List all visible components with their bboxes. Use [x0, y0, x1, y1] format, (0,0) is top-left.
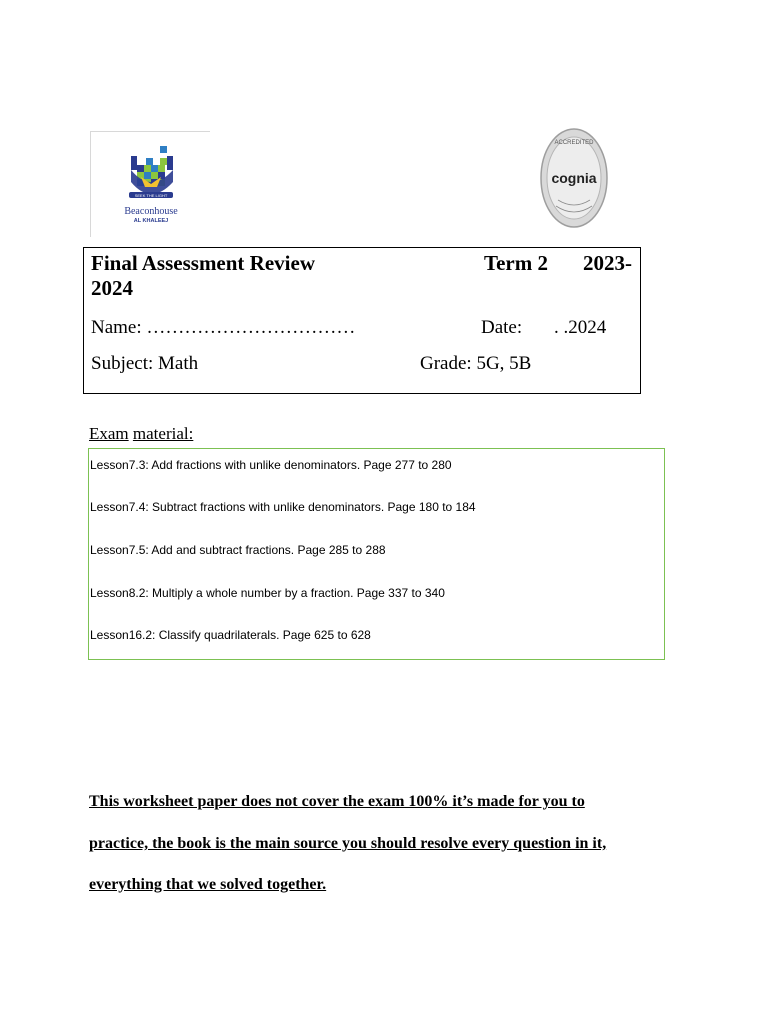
beaconhouse-emblem-icon: [91, 132, 211, 238]
note-line-2-text: practice, the book is the main source you should resolve every question in it,: [89, 835, 607, 852]
logo-name: Beaconhouse: [124, 206, 178, 217]
exam-material-label-part1: Exam: [89, 424, 129, 443]
header-year-start: 2023-: [583, 251, 632, 275]
lesson-item: Lesson16.2: Classify quadrilaterals. Page 625 to 628: [90, 628, 371, 642]
note-line-2: [89, 835, 606, 853]
seal-name: cognia: [551, 170, 597, 186]
lesson-item: Lesson7.3: Add fractions with unlike denominators. Page 277 to 280: [90, 458, 452, 472]
date-field-value: . .2024: [554, 317, 607, 338]
note-line-1-text: This worksheet paper does not cover the exam 100% it’s made for you to: [89, 793, 585, 810]
note-line-3: [89, 876, 326, 894]
lesson-item: Lesson8.2: Multiply a whole number by a fraction. Page 337 to 340: [90, 586, 445, 600]
grade-label: Grade: 5G, 5B: [420, 353, 532, 374]
lesson-item: Lesson7.5: Add and subtract fractions. Page 285 to 288: [90, 543, 386, 557]
cognia-logo: [536, 122, 612, 234]
exam-material-box: [88, 448, 665, 660]
assessment-header-box: [83, 247, 641, 394]
header-term: Term 2: [484, 251, 548, 275]
header-year-end: 2024: [91, 276, 133, 300]
name-field-label: Name: ……………………………: [91, 317, 356, 338]
exam-material-label-part2: material:: [132, 424, 194, 443]
cognia-seal-icon: [536, 122, 612, 234]
note-line-3-text: everything that we solved together.: [89, 876, 327, 893]
subject-label: Subject: Math: [91, 353, 199, 374]
note-line-1: [89, 793, 585, 811]
beaconhouse-logo: [90, 131, 210, 237]
logo-ribbon: SEEK THE LIGHT: [134, 193, 168, 198]
exam-material-label: [89, 424, 193, 444]
header-title: Final Assessment Review: [91, 251, 315, 275]
lesson-item: Lesson7.4: Subtract fractions with unlike denominators. Page 180 to 184: [90, 500, 476, 514]
logo-sub: AL KHALEEJ: [133, 218, 169, 224]
seal-arc-text: ACCREDITED: [554, 140, 594, 146]
date-field-label: Date:: [481, 317, 523, 338]
